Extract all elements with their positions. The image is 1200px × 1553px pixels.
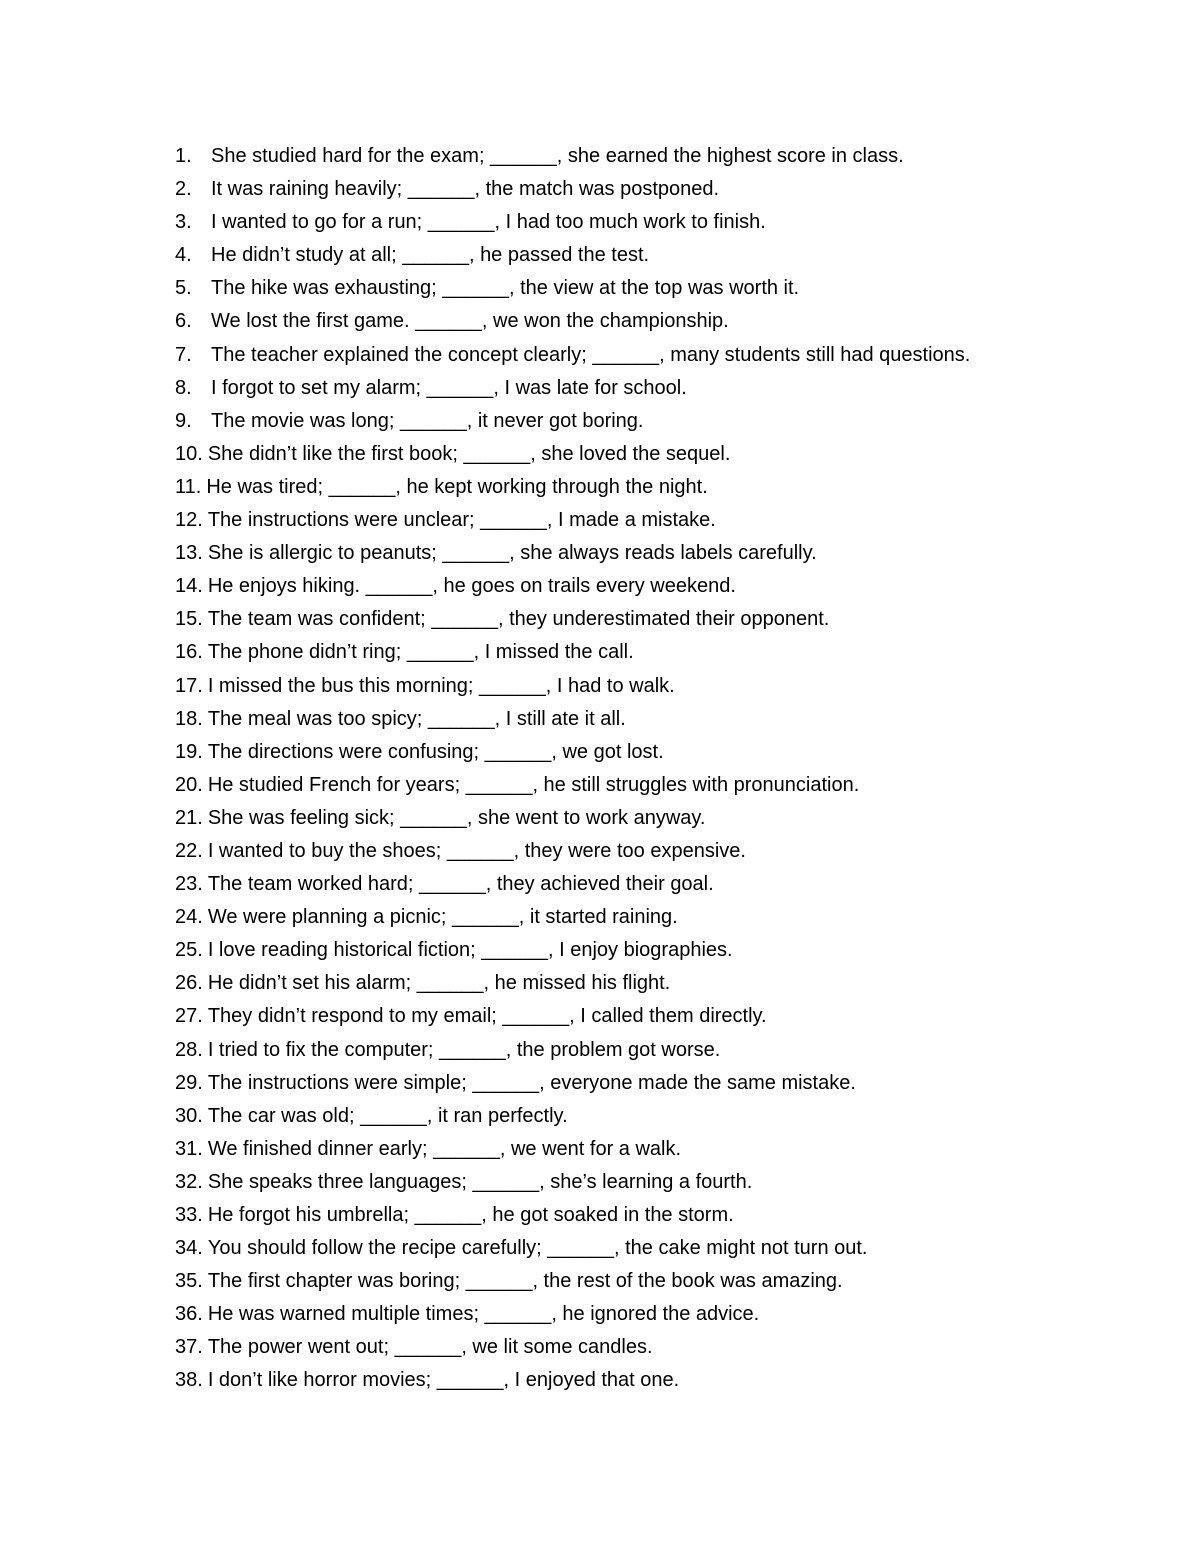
item-number: 4. bbox=[175, 244, 192, 267]
list-item bbox=[175, 272, 1075, 305]
list-item bbox=[175, 1331, 1075, 1364]
list-item bbox=[175, 438, 1075, 471]
list-item bbox=[175, 1000, 1075, 1033]
item-text: He enjoys hiking. ______, he goes on trails every weekend. bbox=[207, 575, 736, 598]
item-number: 17. bbox=[175, 674, 203, 697]
list-item bbox=[175, 868, 1075, 901]
item-number: 30. bbox=[175, 1104, 203, 1127]
item-number: 31. bbox=[175, 1137, 203, 1160]
list-item bbox=[175, 140, 1075, 173]
item-number: 32. bbox=[175, 1170, 203, 1193]
item-text: I forgot to set my alarm; ______, I was late for school. bbox=[211, 376, 687, 399]
item-text: The instructions were unclear; ______, I made a mistake. bbox=[207, 509, 716, 532]
item-text: They didn’t respond to my email; ______, I called them directly. bbox=[207, 1005, 767, 1028]
item-text: We were planning a picnic; ______, it started raining. bbox=[207, 906, 678, 929]
list-item bbox=[175, 305, 1075, 338]
item-text: He didn’t set his alarm; ______, he missed his flight. bbox=[207, 972, 671, 995]
item-number: 9. bbox=[175, 409, 192, 432]
item-number: 3. bbox=[175, 211, 192, 234]
list-item bbox=[175, 636, 1075, 669]
item-number: 20. bbox=[175, 773, 203, 796]
item-text: I tried to fix the computer; ______, the problem got worse. bbox=[207, 1038, 721, 1061]
list-item bbox=[175, 769, 1075, 802]
item-text: I don’t like horror movies; ______, I enjoyed that one. bbox=[207, 1369, 680, 1392]
list-item bbox=[175, 173, 1075, 206]
item-text: He didn’t study at all; ______, he passed the test. bbox=[211, 244, 650, 267]
item-number: 1. bbox=[175, 145, 192, 167]
item-text: The phone didn’t ring; ______, I missed the call. bbox=[207, 641, 634, 664]
item-text: She is allergic to peanuts; ______, she always reads labels carefully. bbox=[207, 542, 817, 565]
item-text: She didn’t like the first book; ______, she loved the sequel. bbox=[207, 442, 731, 465]
item-number: 19. bbox=[175, 740, 203, 763]
list-item bbox=[175, 1166, 1075, 1199]
item-number: 8. bbox=[175, 376, 192, 399]
list-item bbox=[175, 405, 1075, 438]
item-number: 11. bbox=[175, 475, 202, 498]
item-text: I wanted to buy the shoes; ______, they were too expensive. bbox=[207, 839, 746, 862]
item-number: 37. bbox=[175, 1336, 203, 1359]
list-item bbox=[175, 802, 1075, 835]
list-item bbox=[175, 471, 1075, 504]
item-text: He was tired; ______, he kept working through the night. bbox=[206, 475, 708, 498]
item-number: 10. bbox=[175, 442, 203, 465]
list-item bbox=[175, 736, 1075, 769]
list-item bbox=[175, 1364, 1075, 1397]
item-number: 25. bbox=[175, 939, 203, 962]
item-number: 35. bbox=[175, 1270, 203, 1293]
item-text: The first chapter was boring; ______, the rest of the book was amazing. bbox=[207, 1270, 843, 1293]
item-number: 6. bbox=[175, 310, 192, 333]
list-item bbox=[175, 670, 1075, 703]
item-text: We lost the first game. ______, we won the championship. bbox=[211, 310, 729, 333]
list-item bbox=[175, 835, 1075, 868]
item-text: The team worked hard; ______, they achieved their goal. bbox=[207, 873, 714, 896]
item-number: 28. bbox=[175, 1038, 203, 1061]
list-item bbox=[175, 967, 1075, 1000]
item-text: You should follow the recipe carefully; ______, the cake might not turn out. bbox=[207, 1237, 868, 1260]
item-number: 22. bbox=[175, 839, 203, 862]
item-text: I wanted to go for a run; ______, I had too much work to finish. bbox=[211, 211, 766, 234]
item-text: The power went out; ______, we lit some candles. bbox=[207, 1336, 653, 1359]
item-text: It was raining heavily; ______, the match was postponed. bbox=[211, 178, 720, 201]
item-text: The meal was too spicy; ______, I still ate it all. bbox=[207, 707, 626, 730]
item-number: 13. bbox=[175, 542, 203, 565]
item-number: 14. bbox=[175, 575, 203, 598]
item-number: 26. bbox=[175, 972, 203, 995]
list-item bbox=[175, 504, 1075, 537]
item-number: 38. bbox=[175, 1369, 203, 1392]
list-item bbox=[175, 206, 1075, 239]
item-text: The directions were confusing; ______, we got lost. bbox=[207, 740, 664, 763]
list-item bbox=[175, 1067, 1075, 1100]
item-number: 5. bbox=[175, 277, 192, 300]
list-item bbox=[175, 901, 1075, 934]
item-number: 21. bbox=[175, 806, 203, 829]
item-number: 36. bbox=[175, 1303, 203, 1326]
item-text: The team was confident; ______, they underestimated their opponent. bbox=[207, 608, 830, 631]
item-text: She studied hard for the exam; ______, she earned the highest score in class. bbox=[211, 145, 904, 167]
item-text: We finished dinner early; ______, we went for a walk. bbox=[207, 1137, 682, 1160]
list-item bbox=[175, 372, 1075, 405]
list-item bbox=[175, 703, 1075, 736]
item-text: He studied French for years; ______, he still struggles with pronunciation. bbox=[207, 773, 860, 796]
list-item bbox=[175, 603, 1075, 636]
list-item bbox=[175, 1265, 1075, 1298]
item-text: She was feeling sick; ______, she went to work anyway. bbox=[207, 806, 706, 829]
list-item bbox=[175, 570, 1075, 603]
list-item bbox=[175, 1298, 1075, 1331]
list-item bbox=[175, 1199, 1075, 1232]
item-text: He was warned multiple times; ______, he ignored the advice. bbox=[207, 1303, 760, 1326]
item-number: 27. bbox=[175, 1005, 203, 1028]
list-item bbox=[175, 1034, 1075, 1067]
item-number: 24. bbox=[175, 906, 203, 929]
sentence-list bbox=[175, 140, 1075, 1398]
item-text: I love reading historical fiction; ______, I enjoy biographies. bbox=[207, 939, 733, 962]
list-item bbox=[175, 339, 1075, 372]
list-item bbox=[175, 1100, 1075, 1133]
item-text: She speaks three languages; ______, she’s learning a fourth. bbox=[207, 1170, 753, 1193]
list-item bbox=[175, 239, 1075, 272]
list-item bbox=[175, 537, 1075, 570]
item-text: He forgot his umbrella; ______, he got soaked in the storm. bbox=[207, 1204, 734, 1226]
item-text: The hike was exhausting; ______, the view at the top was worth it. bbox=[211, 277, 800, 300]
item-number: 29. bbox=[175, 1071, 203, 1094]
item-text: The car was old; ______, it ran perfectly. bbox=[207, 1104, 568, 1127]
item-number: 12. bbox=[175, 509, 203, 532]
item-text: The teacher explained the concept clearly; ______, many students still had questions. bbox=[211, 343, 971, 366]
list-item bbox=[175, 1133, 1075, 1166]
item-text: The movie was long; ______, it never got boring. bbox=[211, 409, 644, 432]
item-number: 34. bbox=[175, 1237, 203, 1260]
item-number: 23. bbox=[175, 873, 203, 896]
item-text: I missed the bus this morning; ______, I had to walk. bbox=[207, 674, 675, 697]
item-number: 33. bbox=[175, 1204, 203, 1226]
item-number: 2. bbox=[175, 178, 192, 201]
item-number: 7. bbox=[175, 343, 192, 366]
item-number: 16. bbox=[175, 641, 203, 664]
item-number: 18. bbox=[175, 707, 203, 730]
list-item bbox=[175, 1232, 1075, 1265]
list-item bbox=[175, 934, 1075, 967]
item-number: 15. bbox=[175, 608, 203, 631]
item-text: The instructions were simple; ______, everyone made the same mistake. bbox=[207, 1071, 856, 1094]
